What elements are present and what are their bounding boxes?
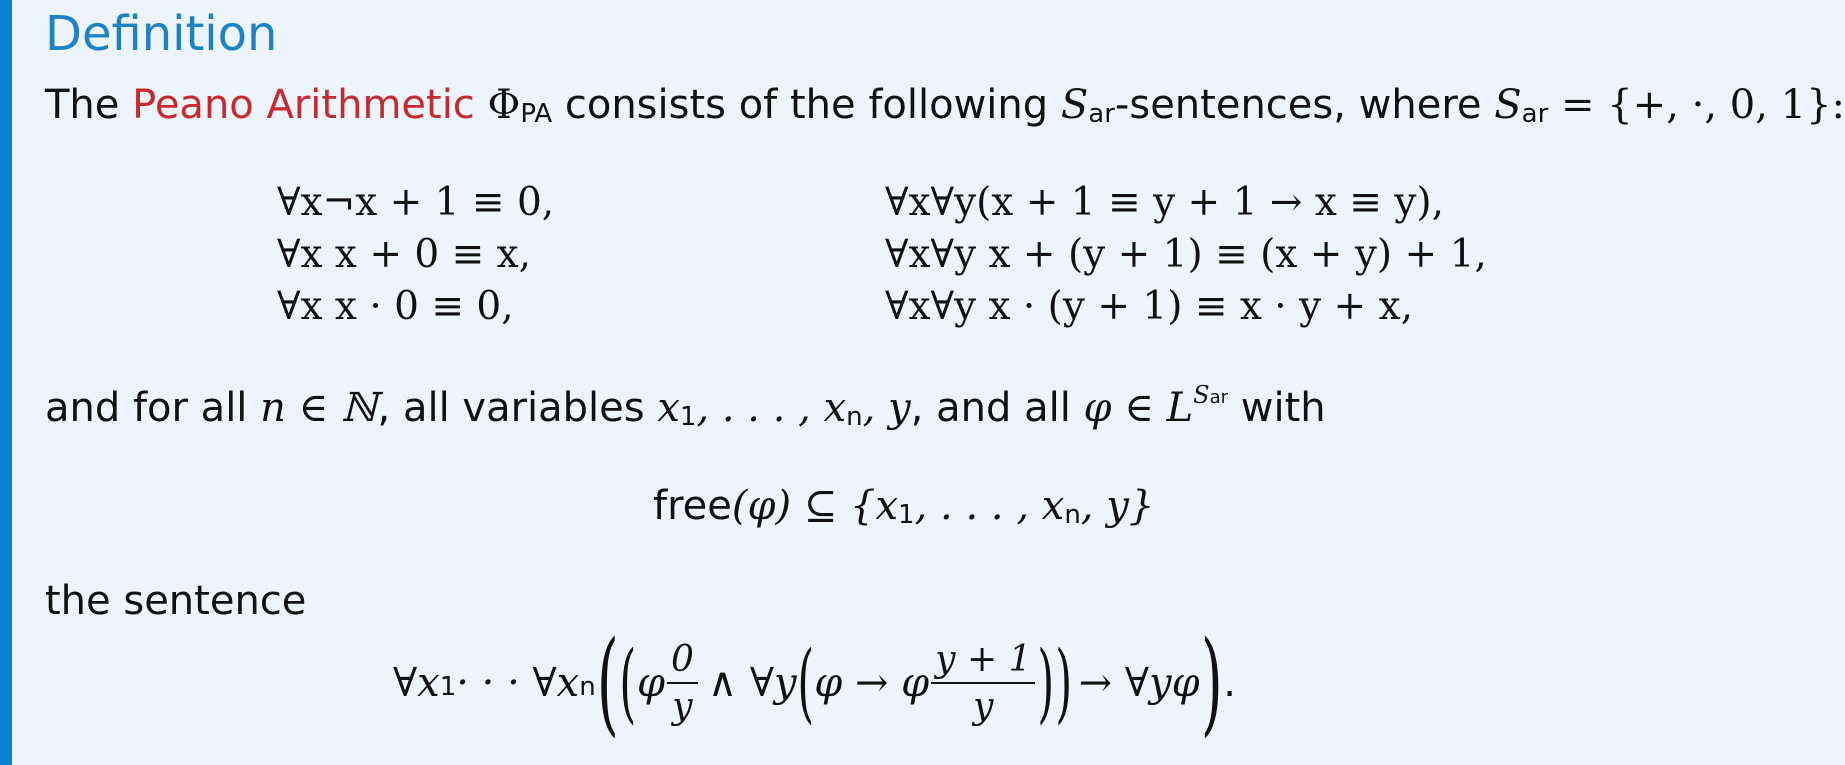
frac2-denominator: y: [973, 686, 994, 727]
s-subscript: ar: [1088, 99, 1115, 129]
induction-schema: [393, 618, 1236, 748]
line2-c: , and all: [910, 385, 1071, 431]
paren-outer-open: (: [596, 618, 619, 748]
phi-subscript: PA: [520, 99, 553, 129]
frac2-numerator: y + 1: [931, 639, 1035, 684]
s-symbol: S: [1060, 82, 1089, 128]
intro-rest2: -sentences, where: [1114, 82, 1482, 128]
ind-period: .: [1223, 660, 1237, 706]
line2-d: with: [1240, 385, 1326, 431]
sup-ar: ar: [1209, 387, 1229, 408]
n-in-naturals: n ∈ ℕ: [260, 385, 378, 431]
free-condition: [653, 483, 1154, 529]
intro-the: The: [45, 82, 120, 128]
axiom-right-2: ∀x∀y x + (y + 1) ≡ (x + y) + 1,: [885, 232, 1487, 277]
paren-step-open: (: [797, 633, 814, 733]
var-x: x: [657, 385, 680, 431]
phi-symbol: Φ: [487, 82, 521, 128]
var-y: , y: [862, 385, 911, 431]
axiom-left-1: ∀x¬x + 1 ≡ 0,: [277, 180, 555, 225]
paren-outer-close: ): [1200, 618, 1223, 748]
var-sub-1: 1: [679, 402, 697, 432]
frac1-numerator: 0: [667, 639, 698, 684]
free-word: free: [653, 483, 732, 529]
block-title: Definition: [45, 6, 278, 62]
free-end: , y}: [1080, 483, 1155, 529]
s2-symbol: S: [1494, 82, 1522, 128]
axiom-right-1: ∀x∀y(x + 1 ≡ y + 1 → x ≡ y),: [885, 180, 1444, 225]
intro-line: [45, 82, 1845, 128]
frac1-denominator: y: [672, 686, 693, 727]
free-mid: , . . . , x: [914, 483, 1065, 529]
var-mid: , . . . , x: [696, 385, 847, 431]
ind-and-forall: ∧ ∀y: [707, 660, 797, 706]
paren-inner-close: ): [1055, 633, 1073, 733]
line2-b: , all variables: [377, 385, 645, 431]
phi-in-L: φ ∈ L: [1083, 385, 1194, 431]
var-sub-n: n: [846, 402, 863, 432]
variables-line: [45, 381, 1326, 432]
definition-block: [45, 0, 1845, 765]
ind-phi-arrow: φ → φ: [814, 660, 930, 706]
ind-sub-n: n: [579, 672, 596, 702]
paren-inner-open: (: [619, 633, 637, 733]
sentence-label: the sentence: [45, 578, 307, 624]
sup-s: S: [1193, 381, 1210, 409]
ind-dots: · · · ∀x: [456, 660, 580, 706]
free-sub-n: n: [1064, 500, 1081, 530]
ind-sub-1: 1: [439, 672, 457, 702]
term-peano-arithmetic: Peano Arithmetic: [132, 82, 475, 128]
free-expr: (φ) ⊆ {x: [731, 483, 899, 529]
signature-set: = {+, ·, 0, 1}:: [1561, 82, 1845, 128]
ind-tail: → ∀yφ: [1078, 660, 1200, 706]
substitution-0-for-y: [667, 639, 698, 727]
ind-start: ∀x: [393, 660, 440, 706]
axiom-left-2: ∀x x + 0 ≡ x,: [277, 232, 532, 277]
intro-rest1: consists of the following: [564, 82, 1049, 128]
s2-subscript: ar: [1521, 99, 1549, 129]
free-sub-1: 1: [898, 500, 915, 530]
axiom-left-3: ∀x x · 0 ≡ 0,: [277, 284, 514, 329]
line2-a: and for all: [45, 385, 248, 431]
substitution-y1-for-y: [931, 639, 1035, 727]
axiom-right-3: ∀x∀y x · (y + 1) ≡ x · y + x,: [885, 284, 1413, 329]
block-accent-bar: [0, 0, 12, 765]
paren-step-close: ): [1037, 633, 1055, 733]
ind-phi1: φ: [637, 660, 666, 706]
